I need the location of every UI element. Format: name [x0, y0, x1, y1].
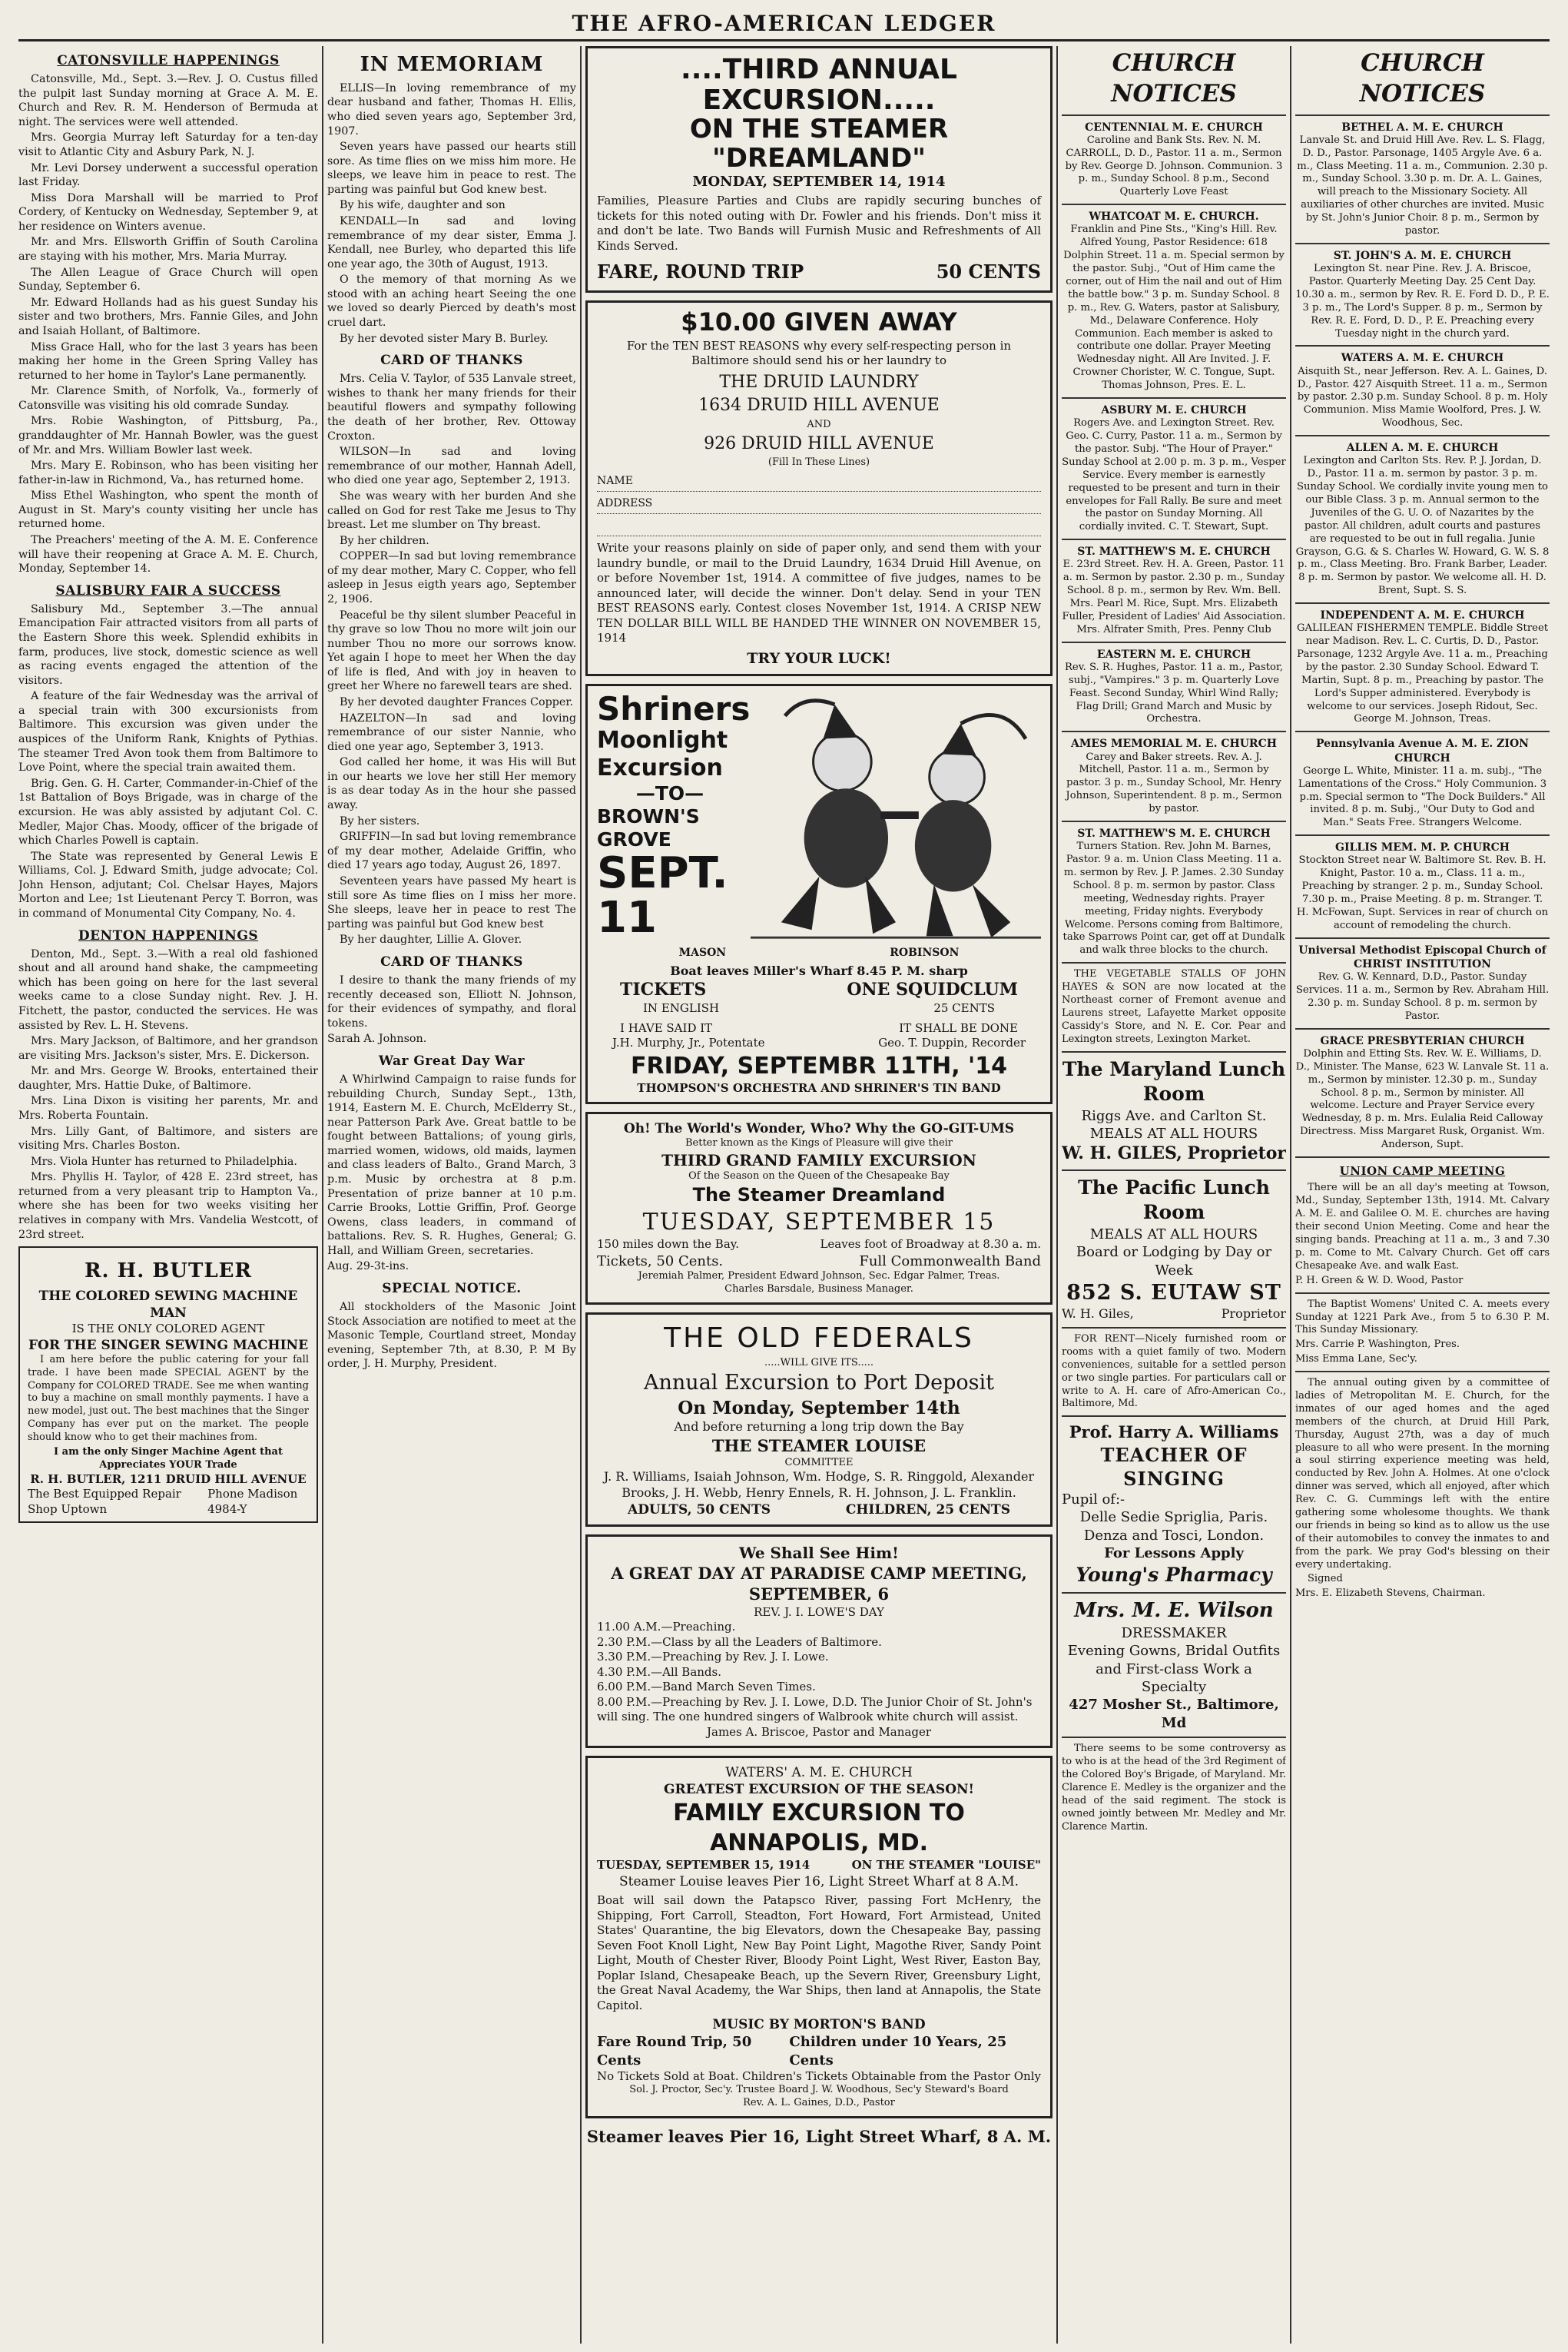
shriners-english: IN ENGLISH	[643, 1001, 720, 1016]
church-details: Turners Station. Rev. John M. Barnes, Pastor. 9 a. m. Union Class Meeting. 11 a. m. sermon by Rev. J. P. James. 2.30 Sunday School. 8 p. m. sermon by pastor. Class meeting, Wednesday rights. Prayer meeting, Friday nights. Everybody Welcome. Persons coming from Baltimore, take Sparrows Point car, get off at Dundalk and walk three blocks to the church.	[1062, 841, 1285, 957]
church-notice	[1062, 545, 1286, 637]
federals-names: J. R. Williams, Isaiah Johnson, Wm. Hodge, S. R. Ringgold, Alexander Brooks, J. H. Webb, Henry Ennels, R. H. Johnson, J. L. Franklin.	[603, 1469, 1035, 1501]
column-4	[1062, 46, 1286, 1835]
paragraph: By her devoted sister Mary B. Burley.	[340, 332, 549, 345]
shriners-squidclum: ONE SQUIDCLUM	[847, 980, 1018, 1000]
federals-children: CHILDREN, 25 CENTS	[845, 1502, 1010, 1518]
dreamland-ad	[585, 46, 1053, 293]
shriners-bands: THOMPSON'S ORCHESTRA AND SHRINER'S TIN BAND	[637, 1080, 1001, 1095]
shriners-grove: BROWN'S GROVE	[597, 804, 700, 851]
wilson-name: Mrs. M. E. Wilson	[1074, 1599, 1274, 1623]
lunch-2-title: The Pacific Lunch Room	[1078, 1176, 1270, 1224]
schedule-item: 6.00 P.M.—Band March Seven Times.	[597, 1680, 816, 1694]
church-notice	[1062, 210, 1286, 393]
church-name: Pennsylvania Avenue A. M. E. ZION CHURCH	[1316, 738, 1529, 765]
wilson-l1: Evening Gowns, Bridal Outfits	[1067, 1643, 1281, 1660]
lunch-2-role: Proprietor	[1221, 1306, 1286, 1322]
war-heading: War Great Day War	[378, 1053, 525, 1069]
thanks-1-heading: CARD OF THANKS	[380, 353, 523, 369]
dreamland-subtitle: ON THE STEAMER "DREAMLAND"	[689, 114, 949, 174]
paradise-l1: We Shall See Him!	[739, 1544, 899, 1563]
catonsville-heading: CATONSVILLE HAPPENINGS	[57, 53, 280, 68]
church-notice	[1295, 121, 1550, 238]
shriners-done: IT SHALL BE DONE	[899, 1020, 1018, 1035]
lunch-1-meals: MEALS AT ALL HOURS	[1089, 1125, 1258, 1142]
church-name: GRACE PRESBYTERIAN CHURCH	[1320, 1034, 1525, 1047]
paragraph: WILSON—In sad and loving remembrance of our mother, Hannah Adell, who died one year ago, September 2, 1913.	[327, 446, 576, 487]
paragraph: Mrs. Viola Hunter has returned to Philadelphia.	[31, 1155, 297, 1168]
church-name: WATERS A. M. E. CHURCH	[1341, 352, 1504, 365]
paragraph: Denton, Md., Sept. 3.—With a real old fashioned shout and all around hand shake, the campmeeting which has been going on here for the last several weeks came to a close Sunday night. Rev. J. H. Fitchett, the pastor, conducted the services. He was assisted by Rev. L. H. Stevens.	[18, 947, 318, 1032]
schedule-item: 8.00 P.M.—Preaching by Rev. J. I. Lowe, D.D. The Junior Choir of St. John's will sing. The one hundred singers of Walbrook white church will assist.	[597, 1694, 1033, 1724]
paradise-l3: REV. J. I. LOWE'S DAY	[754, 1604, 884, 1619]
shriners-said: I HAVE SAID IT	[620, 1020, 713, 1035]
church-name: GILLIS MEM. M. P. CHURCH	[1335, 841, 1510, 854]
annapolis-signature: Sol. J. Proctor, Sec'y. Trustee Board J. W. Woodhous, Sec'y Steward's Board	[629, 2084, 1009, 2096]
church-notices-heading-2: CHURCH NOTICES	[1295, 46, 1550, 116]
shriners-friday: FRIDAY, SEPTEMBR 11TH, '14	[630, 1052, 1007, 1080]
salisbury-heading: SALISBURY FAIR A SUCCESS	[55, 582, 281, 599]
shriners-potentate: J.H. Murphy, Jr., Potentate	[612, 1036, 765, 1050]
thanks-2-signature: Sarah A. Johnson.	[327, 1033, 427, 1046]
laundry-address-2: 926 DRUID HILL AVENUE	[704, 433, 934, 453]
paradise-signature: James A. Briscoe, Pastor and Manager	[706, 1724, 931, 1739]
lunch-2-meals: MEALS AT ALL HOURS	[1089, 1226, 1258, 1242]
laundry-body: Write your reasons plainly on side of paper only, and send them with your laundry bundle, or mail to the Druid Laundry, 1634 Druid Hill Avenue, on or before November 1st, 1914. A committee of five judges, names to be announced later, will decide the winner. Don't delay. Send in your TEN BEST REASONS early. Contest closes November 1st, 1914. A CRISP NEW TEN DOLLAR BILL WILL BE HANDED THE WINNER ON NOVEMBER 15, 1914	[597, 541, 1041, 645]
annapolis-obtainable: Children's Tickets Obtainable from the Pastor Only	[742, 2068, 1041, 2083]
lunch-1-title: The Maryland Lunch Room	[1062, 1057, 1286, 1106]
shriners-robinson: ROBINSON	[890, 947, 960, 960]
paragraph: Mr. and Mrs. Ellsworth Griffin of South Carolina are staying with his mother, Mrs. Maria Murray.	[18, 236, 318, 264]
paragraph: By his wife, daughter and son	[340, 199, 506, 212]
gogit-l3: THIRD GRAND FAMILY EXCURSION	[661, 1151, 976, 1170]
federals-annual: Annual Excursion to Port Deposit	[644, 1371, 994, 1395]
church-name: INDEPENDENT A. M. E. CHURCH	[1320, 609, 1525, 622]
church-notice	[1295, 841, 1550, 933]
annapolis-leaves: Steamer Louise leaves Pier 16, Light Street Wharf at 8 A.M.	[618, 1873, 1019, 1889]
paragraph: GRIFFIN—In sad but loving remembrance of my dear mother, Adelaide Griffin, who died 17 years ago today, August 26, 1897.	[327, 831, 576, 872]
union-camp: There will be an all day's meeting at Towson, Md., Sunday, September 13th, 1914. Mt. Calvary A. M. E. and Galilee O. M. E. churches are having their second Union Meeting. Come and hear the singing bands. Preaching at 11 a. m., 3 and 7.30 p. m. Come to Mt. Calvary Church. Get off cars Chesapeake Ave. and walk East.	[1295, 1182, 1550, 1272]
annual-outing: The annual outing given by a committee of ladies of Metropolitan M. E. Church, for the inmates of our aged homes and the aged members of the church, at Druid Hill Park, Thursday, August 27th, was a day of much pleasure to all who were present. In the morning a soul stirring experience meeting was held, conducted by Rev. John A. Holmes. At one o'clock dinner was served, which all enjoyed, after which Rev. C. G. Cummings left with the entire gathering some wholesome thoughts. We thank our friends in being so kind as to allow us the use of their automobiles to convey the inmates to and from the park. We pray God's blessing on their every undertaking.	[1295, 1377, 1550, 1571]
laundry-name-line[interactable]: NAME	[597, 474, 1041, 492]
church-name: ASBURY M. E. CHURCH	[1101, 404, 1247, 416]
annapolis-date: TUESDAY, SEPTEMBER 15, 1914	[597, 1858, 811, 1873]
church-details: GALILEAN FISHERMEN TEMPLE. Biddle Street near Madison. Rev. L. C. Curtis, D. D., Pastor. Parsonage, 1232 Argyle Ave. 11 a. m., Preaching by the pastor. 2.30 Sunday School. Edward T. Martin, Supt. 8 p. m., Preaching by pastor. The Lord's Supper administered. Everybody is welcome to our services. Joseph Ridout, Sec. George M. Johnson, Treas.	[1296, 622, 1549, 725]
columns	[18, 46, 1550, 2344]
church-notice	[1062, 403, 1286, 534]
paragraph: Catonsville, Md., Sept. 3.—Rev. J. O. Custus filled the pulpit last Sunday morning at Grace A. M. E. Church and Rev. R. M. Henderson of Bermuda at night. The services were well attended.	[18, 73, 318, 128]
gogit-officers: Jeremiah Palmer, President Edward Johnson, Sec. Edgar Palmer, Treas.	[638, 1270, 1000, 1282]
column-5	[1295, 46, 1550, 1602]
church-notice	[1295, 249, 1550, 341]
shriners-ad	[585, 684, 1053, 1104]
williams-p2: Denza and Tosci, London.	[1083, 1527, 1265, 1544]
shriners-excursion: Excursion	[597, 754, 723, 781]
lunch-2-name: W. H. Giles,	[1062, 1306, 1134, 1322]
butler-name: R. H. BUTLER	[84, 1259, 253, 1283]
paragraph: Mrs. Mary E. Robinson, who has been visiting her father-in-law in Richmond, Va., has returned home.	[18, 459, 318, 486]
paragraph: Mr. Edward Hollands had as his guest Sunday his sister and two brothers, Mrs. Fannie Giles, and John and Isaiah Hollant, of Baltimore.	[18, 296, 318, 337]
wilson-address: 427 Mosher St., Baltimore, Md	[1069, 1697, 1279, 1731]
paragraph: Mr. Levi Dorsey underwent a successful operation last Friday.	[18, 161, 318, 189]
federals-adults: ADULTS, 50 CENTS	[628, 1502, 771, 1518]
church-details: Lexington and Carlton Sts. Rev. P. J. Jordan, D. D., Pastor. 11 a. m. sermon by pastor. 3 p. m. Sunday School. We cordially invite young men to our Bible Class. 3 p. m. Annual sermon to the Juveniles of the G. U. O. of Nazarites by the pastor. All children, adult courts and pastures are requested to be out in full regalia. Junie Grayson, G.G. & S. Charles W. Howard, G. W. S. 8 p. m., Class Meeting. Bro. Frank Barber, Leader. 8 p. m. Sermon by pastor. We welcome all. H. D. Brent, Supt. S. S.	[1295, 455, 1550, 597]
church-name: WHATCOAT M. E. CHURCH.	[1089, 211, 1259, 224]
williams-apply: For Lessons Apply	[1104, 1545, 1244, 1562]
baptist-president: Mrs. Carrie P. Washington, Pres.	[1295, 1339, 1460, 1351]
gogit-miles: 150 miles down the Bay.	[597, 1237, 740, 1252]
laundry-luck: TRY YOUR LUCK!	[747, 649, 891, 667]
dressmaker-ad	[1062, 1598, 1286, 1732]
special-notice: All stockholders of the Masonic Joint Stock Association are notified to meet at the Masonic Temple, Courtland street, Monday evening, September 7th, at 8.30, P. M By order, J. H. Murphy, President.	[327, 1301, 576, 1371]
church-notice	[1062, 827, 1286, 957]
butler-ad	[18, 1246, 318, 1523]
singing-teacher-ad	[1062, 1421, 1286, 1587]
paragraph: Mrs. Robie Washington, of Pittsburg, Pa., granddaughter of Mr. Hannah Bowler, was the guest of Mr. and Mrs. William Bowler last week.	[18, 415, 318, 456]
paradise-camp-ad	[585, 1534, 1053, 1748]
war-date: Aug. 29-3t-ins.	[327, 1260, 409, 1273]
federals-date: On Monday, September 14th	[678, 1397, 960, 1418]
gogit-band: Full Commonwealth Band	[859, 1252, 1041, 1269]
dreamland-date: MONDAY, SEPTEMBER 14, 1914	[692, 173, 946, 190]
shriners-illustration	[751, 692, 1041, 946]
war-notice: A Whirlwind Campaign to raise funds for rebuilding Church, Sunday Sept., 13th, 1914, Eastern M. E. Church, McElderry St., near Patterson Park Ave. Great battle to be fought between Battalions; of young girls, married women, widows, old maids, laymen and class leaders of Balto., Grand March, 3 p.m. Music by orchestra at 8 p.m. Presentation of prize banner at 10 p.m. Carrie Brooks, Lottie Griffin, Prof. George Owens, class leaders, in command of battalions. Rev. S. R. Hughes, General; G. Hall, and William Green, secretaries.	[327, 1073, 576, 1257]
laundry-and: AND	[807, 418, 831, 430]
baptist-notice: The Baptist Womens' United C. A. meets every Sunday at 1221 Park Ave., from 5 to 6.30 P. M. This Sunday Missionary.	[1295, 1298, 1550, 1336]
paragraph: Mrs. Lina Dixon is visiting her parents, Mr. and Mrs. Roberta Fountain.	[18, 1095, 318, 1123]
annapolis-music: MUSIC BY MORTON'S BAND	[712, 2017, 926, 2033]
church-list-2	[1295, 121, 1550, 1158]
church-notice	[1062, 121, 1286, 200]
williams-name: Prof. Harry A. Williams	[1069, 1422, 1279, 1442]
williams-p1: Delle Sedie Spriglia, Paris.	[1079, 1509, 1268, 1526]
paragraph: HAZELTON—In sad and loving remembrance of our sister Nannie, who died one year ago, September 3, 1913.	[327, 712, 576, 753]
paragraph: Mr. and Mrs. George W. Brooks, entertained their daughter, Mrs. Hattie Duke, of Baltimore.	[18, 1065, 318, 1092]
paragraph: Miss Ethel Washington, who spent the month of August in St. Mary's county visiting her uncle has returned home.	[18, 489, 318, 531]
thanks-1: Mrs. Celia V. Taylor, of 535 Lanvale street, wishes to thank her many friends for their beautiful flowers and sympathy following the death of her brother, Rev. Ottoway Croxton.	[327, 373, 576, 443]
paragraph: KENDALL—In sad and loving remembrance of my dear sister, Emma J. Kendall, nee Burley, who departed this life one year ago, the 30th of August, 1913.	[327, 215, 576, 270]
church-details: Rev. S. R. Hughes, Pastor. 11 a. m., Pastor, subj., "Vampires." 3 p. m. Quarterly Love Feast. Second Sunday, Whirl Wind Rally; Flag Drill; Grand March and Music by Orchestra.	[1064, 661, 1284, 725]
laundry-address-line[interactable]: ADDRESS	[597, 496, 1041, 514]
lunch-1-role: Proprietor	[1187, 1143, 1286, 1164]
lunch-2-address: 852 S. EUTAW ST	[1066, 1281, 1281, 1305]
williams-pharmacy: Young's Pharmacy	[1076, 1563, 1272, 1586]
church-name: Universal Methodist Episcopal Church of CHRIST INSTITUTION	[1298, 944, 1546, 970]
gogit-l2: Better known as the Kings of Pleasure will give their	[685, 1137, 953, 1149]
salisbury-article	[18, 602, 318, 921]
shriners-cents: 25 CENTS	[933, 1001, 995, 1016]
church-details: Rogers Ave. and Lexington Street. Rev. Geo. C. Curry, Pastor. 11 a. m., Sermon by the pastor. Subj. "The Hour of Prayer." Sunday School at 2.00 p. m. 3 p. m., Vesper Service. Every member is earnestly requested to be present and turn in their envelopes for Fall Rally. Be sure and meet the pastor on Sunday Morning. All cordially invited. C. T. Stewart, Supt.	[1062, 417, 1286, 533]
church-details: E. 23rd Street. Rev. H. A. Green, Pastor. 11 a. m. Sermon by pastor. 2.30 p. m., Sunday School. 8 p. m., sermon by Rev. Wm. Bell. Mrs. Pearl M. Rice, Supt. Mrs. Elizabeth Fuller, President of Ladies' Aid Association. Mrs. Alfrater Smith, Pres. Penny Club	[1062, 559, 1286, 635]
church-details: Stockton Street near W. Baltimore St. Rev. B. H. Knight, Pastor. 10 a. m., Class. 11 a. m., Preaching by stranger. 2 p. m., Sunday School. 7.30 p. m., Praise Meeting. 8 p. m. Stranger. T. H. McFowan, Supt. Services in rear of church on account of remodeling the church.	[1296, 854, 1549, 931]
gogit-manager: Charles Barsdale, Business Manager.	[724, 1282, 913, 1295]
shriners-title: Shriners	[597, 690, 751, 728]
shriners-moonlight: Moonlight	[597, 726, 728, 754]
paragraph: The State was represented by General Lewis E Williams, Col. J. Edward Smith, judge advocate; Col. John Henson, adjutant; Col. Chelsar Hayes, Majors Morton and Lee; 1st Lieutenant Percy T. Borron, was in command of Monumental City Company, No. 4.	[18, 850, 318, 920]
column-3	[585, 46, 1053, 2147]
paragraph: She was weary with her burden And she called on God for rest Take me Jesus to Thy breast. Let me slumber on Thy breast.	[327, 489, 576, 532]
lunch-1-address: Riggs Ave. and Carlton St.	[1081, 1107, 1267, 1124]
lunch-2-board: Board or Lodging by Day or Week	[1076, 1244, 1272, 1279]
church-details: Lanvale St. and Druid Hill Ave. Rev. L. S. Flagg, D. D., Pastor. Parsonage, 1405 Argyle Ave. 6 a. m., Class Meeting. 11 a. m., Communion. 2.30 p. m., Sunday School. 3.30 p. m. Dr. A. L. Gaines, will preach to the Missionary Society. All auxiliaries of other churches are invited. Music by St. John's Junior Choir. 8 p. m., Sermon by pastor.	[1297, 134, 1548, 237]
thanks-2: I desire to thank the many friends of my recently deceased son, Elliott N. Johnson, for their evidences of sympathy, and floral tokens.	[327, 974, 576, 1030]
paragraph: O the memory of that morning As we stood with an aching heart Seeing the one we loved so dearly Pierced by death's most cruel dart.	[327, 274, 576, 330]
shriners-recorder: Geo. T. Duppin, Recorder	[878, 1036, 1026, 1050]
paradise-l2: A GREAT DAY AT PARADISE CAMP MEETING, SEPTEMBER, 6	[611, 1564, 1027, 1604]
paragraph: Miss Grace Hall, who for the last 3 years has been making her home in the Green Spring Valley has returned to her home in Taylor's Lane permanently.	[18, 340, 318, 382]
church-notice	[1295, 1034, 1550, 1152]
paragraph: Miss Dora Marshall will be married to Prof Cordery, of Kentucky on Wednesday, September 9, at her residence on Winters avenue.	[18, 191, 318, 233]
church-notice	[1295, 737, 1550, 830]
paragraph: COPPER—In sad but loving remembrance of my dear mother, Mary C. Copper, who fell asleep in Jesus eigth years ago, September 2, 1906.	[327, 550, 576, 605]
paragraph: Brig. Gen. G. H. Carter, Commander-in-Chief of the 1st Battalion of Boys Brigade, was in charge of the excursion. He was ably assisted by adjutant Col. C. Medler, Major Chas. Moody, officer of the brigade of which Charles Powell is captain.	[18, 777, 318, 848]
paragraph: Seventeen years have passed My heart is still sore As time flies on I miss her more. She sleeps, leave her in peace to rest The parting was painful but God knew best	[327, 874, 576, 931]
butler-body: I am here before the public catering for your fall trade. I have been made SPECIAL AGENT by the Company for COLORED TRADE. See me when wanting to buy a machine on small monthly payments. I have a new model, just out. The best machines that the Singer Company has ever put on the market. The people should know who to get their machines from.	[28, 1353, 309, 1444]
federals-before: And before returning a long trip down the Bay	[674, 1419, 964, 1435]
butler-line-3: FOR THE SINGER SEWING MACHINE	[28, 1337, 309, 1353]
schedule-item: 4.30 P.M.—All Bands.	[597, 1664, 722, 1679]
wilson-l2: and First-class Work a Specialty	[1096, 1660, 1252, 1696]
annapolis-footer: Steamer leaves Pier 16, Light Street Wharf, 8 A. M.	[586, 2127, 1052, 2147]
vegetable-stalls: THE VEGETABLE STALLS OF JOHN HAYES & SON are now located at the Northeast corner of Fremont avenue and Laurens street, Lafayette Market opposite Cassidy's Store, and N. E. Cor. Pear and Lexington streets, Lexington Market.	[1062, 968, 1286, 1045]
paragraph: By her daughter, Lillie A. Glover.	[340, 934, 522, 947]
williams-pupil: Pupil of:-	[1062, 1491, 1125, 1508]
church-name: AMES MEMORIAL M. E. CHURCH	[1071, 738, 1277, 751]
gogitums-ad	[585, 1112, 1053, 1305]
dreamland-fare: FARE, ROUND TRIP	[597, 260, 804, 284]
church-notices-heading-1: CHURCH NOTICES	[1062, 46, 1286, 116]
paragraph: The Preachers' meeting of the A. M. E. Conference will have their reopening at Grace A. M. E. Church, Monday, September 14.	[18, 534, 318, 576]
church-details: Rev. G. W. Kennard, D.D., Pastor. Sunday Services. 11 a. m., Sermon by Rev. Abraham Hill. 2.30 p. m. Sunday School. 8 p. m. sermon by Pastor.	[1295, 971, 1550, 1022]
annapolis-pastor: Rev. A. L. Gaines, D.D., Pastor	[743, 2097, 895, 2109]
paragraph: Peaceful be thy silent slumber Peaceful in thy grave so low Thou no more wilt join our number Thou no more our sorrows know. Yet again I hope to meet her When the day of life is fled, And with joy in heaven to greet her Where no farewell tears are shed.	[327, 609, 576, 693]
church-details: Caroline and Bank Sts. Rev. N. M. CARROLL, D. D., Pastor. 11 a. m., Sermon by Rev. George D. Johnson. Communion. 3 p. m., Sunday School. 8 p.m., Second Quarterly Love Feast	[1065, 134, 1283, 198]
federals-steamer: THE STEAMER LOUISE	[711, 1436, 927, 1456]
butler-line-4: I am the only Singer Machine Agent that Appreciates YOUR Trade	[54, 1446, 283, 1471]
thanks-2-heading: CARD OF THANKS	[380, 954, 523, 970]
catonsville-article	[18, 72, 318, 576]
denton-heading: DENTON HAPPENINGS	[78, 927, 259, 944]
gogit-steamer: The Steamer Dreamland	[692, 1183, 946, 1206]
butler-line-2: IS THE ONLY COLORED AGENT	[71, 1322, 265, 1336]
butler-shop: The Best Equipped Repair Shop Uptown	[28, 1487, 181, 1516]
paragraph: God called her home, it was His will But in our hearts we love her still Her memory is as dear today As in the hour she passed away.	[327, 756, 576, 812]
annapolis-ad	[585, 1756, 1053, 2118]
annapolis-fare: Fare Round Trip, 50 Cents	[597, 2034, 752, 2068]
paradise-schedule	[597, 1620, 1041, 1725]
church-details: Carey and Baker streets. Rev. A. J. Mitchell, Pastor. 11 a. m., Sermon by pastor. 3 p. m., Sunday School, Mr. Henry Johnson, Superintendent. 8 p. m., Sermon by pastor.	[1066, 751, 1282, 815]
church-notice	[1062, 737, 1286, 816]
paragraph: By her devoted daughter Frances Copper.	[340, 696, 574, 709]
annapolis-l1: WATERS' A. M. E. CHURCH	[725, 1765, 913, 1781]
church-list-1	[1062, 121, 1286, 964]
church-notice	[1295, 944, 1550, 1023]
church-notice	[1295, 351, 1550, 430]
paragraph: ELLIS—In loving remembrance of my dear husband and father, Thomas H. Ellis, who died seven years ago, September 3rd, 1907.	[327, 81, 576, 138]
paragraph: Mrs. Lilly Gant, of Baltimore, and sisters are visiting Mrs. Charles Boston.	[18, 1125, 318, 1153]
old-federals-ad	[585, 1312, 1053, 1527]
dancing-shriners-icon	[751, 692, 1041, 946]
laundry-ad	[585, 300, 1053, 677]
column-1	[18, 46, 318, 1523]
williams-title: TEACHER OF SINGING	[1100, 1443, 1248, 1490]
schedule-item: 11.00 A.M.—Preaching.	[597, 1620, 736, 1634]
dreamland-body: Families, Pleasure Parties and Clubs are rapidly securing bunches of tickets for this noted outing with Dr. Fowler and his friends. Don't miss it and don't be late. Two Bands will Furnish Music and Refreshments of All Kinds Served.	[597, 194, 1041, 253]
paragraph: Mr. Clarence Smith, of Norfolk, Va., formerly of Catonsville was visiting his old comrade Sunday.	[18, 385, 318, 412]
church-details: Dolphin and Etting Sts. Rev. W. E. Williams, D. D., Minister. The Manse, 623 W. Lanvale St. 11 a. m., Sermon by minister. 12.30 p. m., Sunday School. 8 p. m., Sermon by minister. All welcome. Lecture and Prayer Service every Wednesday, 8 p. m. Mrs. Eulalia Reid Calloway Directress. Miss Margaret Rusk, Organist. Wm. Anderson, Supt.	[1295, 1047, 1550, 1151]
memoriam-heading: IN MEMORIAM	[360, 53, 544, 76]
church-name: CENTENNIAL M. E. CHURCH	[1085, 121, 1263, 134]
laundry-name: THE DRUID LAUNDRY	[719, 372, 919, 392]
masthead: THE AFRO-AMERICAN LEDGER	[18, 11, 1550, 41]
union-camp-signature: P. H. Green & W. D. Wood, Pastor	[1295, 1274, 1464, 1286]
pacific-lunch-ad	[1062, 1176, 1286, 1322]
column-2	[327, 46, 576, 1373]
church-details: George L. White, Minister. 11 a. m. subj., "The Lamentations of the Cross." Holy Communion. 3 p.m. Special sermon to "The Dock Builders." All invited. 8 p. m. Subj., "Our Duty to God and Man." Seats Free. Strangers Welcome.	[1298, 765, 1547, 829]
paragraph: A feature of the fair Wednesday was the arrival of a special train with 300 excursionists from Baltimore. This excursion was given under the auspices of the Uniform Rank, Knights of Pythias. The steamer Tred Avon took them from Baltimore to Love Point, where the special train awaited them.	[18, 690, 318, 775]
schedule-item: 3.30 P.M.—Preaching by Rev. J. I. Lowe.	[597, 1650, 829, 1664]
outing-signer: Mrs. E. Elizabeth Stevens, Chairman.	[1295, 1587, 1486, 1600]
church-notice	[1295, 441, 1550, 598]
paragraph: By her sisters.	[340, 814, 420, 828]
federals-title: THE OLD FEDERALS	[664, 1322, 974, 1354]
shriners-date: SEPT. 11	[597, 848, 728, 944]
maryland-lunch-ad	[1062, 1057, 1286, 1165]
gogit-tickets: Tickets, 50 Cents.	[597, 1252, 724, 1269]
shriners-to: —TO—	[635, 781, 704, 804]
shriners-mason: MASON	[678, 947, 727, 960]
church-name: ALLEN A. M. E. CHURCH	[1346, 442, 1499, 455]
church-notice	[1295, 609, 1550, 726]
paragraph: Seven years have passed our hearts still sore. As time flies on we miss him more. He sleeps, we leave him in peace to rest. The parting was painful but God knew best.	[327, 141, 576, 196]
annapolis-no-tickets: No Tickets Sold at Boat.	[597, 2068, 739, 2083]
paragraph: By her children.	[340, 534, 429, 547]
paragraph: Mrs. Georgia Murray left Saturday for a ten-day visit to Atlantic City and Asbury Park, N. J.	[18, 131, 318, 158]
memoriam-list	[327, 81, 576, 346]
church-name: ST. MATTHEW'S M. E. CHURCH	[1077, 546, 1271, 559]
federals-will: .....WILL GIVE ITS.....	[764, 1356, 874, 1368]
for-rent: FOR RENT—Nicely furnished room or rooms with a quiet family of two. Modern conveniences, suitable for a settled person or two single parties. For particulars call or write to A. H. care of Afro-American Co., Baltimore, Md.	[1062, 1333, 1286, 1410]
laundry-intro: For the TEN BEST REASONS why every self-respecting person in Baltimore should send his or her laundry to	[626, 338, 1012, 368]
paragraph: Salisbury Md., September 3.—The annual Emancipation Fair attracted visitors from all parts of the Eastern Shore this week. Splendid exhibits in farm, produces, live stock, domestic science as well as racing events engaged the attention of the visitors.	[18, 602, 318, 687]
shriners-boat: Boat leaves Miller's Wharf 8.45 P. M. sharp	[670, 963, 968, 978]
paragraph: Mrs. Phyllis H. Taylor, of 428 E. 23rd street, has returned from a very pleasant trip to Hampton Va., where she has been for two weeks visiting her relatives in company with Mrs. Vandelia Westcott, of 23rd street.	[18, 1171, 318, 1241]
special-notice-heading: SPECIAL NOTICE.	[382, 1281, 522, 1297]
denton-article	[18, 947, 318, 1242]
church-details: Lexington St. near Pine. Rev. J. A. Briscoe, Pastor. Quarterly Meeting Day. 25 Cent Day. 10.30 a. m., sermon by Rev. R. E. Ford D. D., P. E. 3 p. m., The Lord's Supper. 8 p. m., Sermon by Rev. R. E. Ford, D. D., P. E. Preaching every Tuesday night in the church yard.	[1295, 263, 1550, 340]
baptist-secretary: Miss Emma Lane, Sec'y.	[1295, 1353, 1417, 1365]
memoriam-list-2	[327, 445, 576, 947]
gogit-l4: Of the Season on the Queen of the Chesapeake Bay	[688, 1170, 950, 1183]
butler-phone: Phone Madison 4984-Y	[207, 1487, 298, 1516]
church-notice	[1062, 648, 1286, 727]
annapolis-title: FAMILY EXCURSION TO ANNAPOLIS, MD.	[673, 1800, 965, 1857]
dreamland-price: 50 CENTS	[936, 260, 1041, 284]
annapolis-children: Children under 10 Years, 25 Cents	[789, 2034, 1007, 2068]
lunch-1-name: W. H. GILES,	[1062, 1143, 1182, 1164]
gogit-l1: Oh! The World's Wonder, Who? Why the GO-GIT-UMS	[623, 1121, 1015, 1137]
church-name: EASTERN M. E. CHURCH	[1096, 648, 1251, 661]
church-details: Aisquith St., near Jefferson. Rev. A. L. Gaines, D. D., Pastor. 427 Aisquith Street. 11 a. m., Sermon by pastor. 2.30 p.m. Sunday School. 8 p. m. Holy Communion. Miss Mamie Woolford, Pres. J. W. Woodhous, Sec.	[1297, 365, 1548, 430]
schedule-item: 2.30 P.M.—Class by all the Leaders of Baltimore.	[597, 1634, 882, 1649]
laundry-title: $10.00 GIVEN AWAY	[681, 307, 957, 337]
laundry-address-1: 1634 DRUID HILL AVENUE	[698, 396, 940, 416]
church-name: ST. JOHN'S A. M. E. CHURCH	[1333, 249, 1512, 262]
wilson-title: DRESSMAKER	[1121, 1624, 1227, 1641]
outing-signed: Signed	[1308, 1573, 1343, 1585]
gogit-leaves: Leaves foot of Broadway at 8.30 a. m.	[820, 1237, 1041, 1252]
shriners-tickets: TICKETS	[620, 980, 707, 1000]
church-details: Franklin and Pine Sts., "King's Hill. Rev. Alfred Young, Pastor Residence: 618 Dolphin Street. 11 a. m. Special sermon by the pastor. Subj., "Out of Him came the corner, out of Him the nail and out of Him the battle bow." 3 p. m. Sunday School. 8 p. m., Rev. G. Waters, pastor at Salisbury, Md., Delaware Conference. Holy Communion. Each member is asked to contribute one dollar. Prayer Meeting Wednesday night. All Are Invited. J. F. Crowner Chorister, W. C. Tongue, Supt. Thomas Johnson, Pres. E. L.	[1063, 224, 1285, 392]
boys-brigade-notice: There seems to be some controversy as to who is at the head of the 3rd Regiment of the Colored Boy's Brigade, of Maryland. Mr. Clarence E. Medley is the organizer and the head of the said regiment. The stock is owned jointly between Mr. Medley and Mr. Clarence Martin.	[1062, 1743, 1286, 1833]
federals-committee: COMMITTEE	[784, 1456, 854, 1468]
laundry-fill: (Fill In These Lines)	[767, 456, 870, 469]
annapolis-steamer: ON THE STEAMER "LOUISE"	[851, 1858, 1041, 1873]
butler-line-1: THE COLORED SEWING MACHINE MAN	[38, 1289, 298, 1322]
butler-line-5: R. H. BUTLER, 1211 DRUID HILL AVENUE	[30, 1471, 307, 1486]
church-name: ST. MATTHEW'S M. E. CHURCH	[1077, 828, 1271, 841]
paragraph: Mrs. Mary Jackson, of Baltimore, and her grandson are visiting Mrs. Jackson's sister, Mrs. E. Dickerson.	[18, 1035, 318, 1062]
dreamland-title: ....THIRD ANNUAL EXCURSION.....	[681, 54, 957, 116]
union-camp-heading: UNION CAMP MEETING	[1339, 1163, 1506, 1178]
gogit-date: TUESDAY, SEPTEMBER 15	[642, 1209, 996, 1236]
annapolis-l2: GREATEST EXCURSION OF THE SEASON!	[663, 1782, 975, 1798]
church-name: BETHEL A. M. E. CHURCH	[1341, 121, 1503, 134]
paragraph: The Allen League of Grace Church will open Sunday, September 6.	[18, 266, 318, 294]
annapolis-body: Boat will sail down the Patapsco River, passing Fort McHenry, the Shipping, Fort Carroll, Steadton, Fort Howard, Fort Armistead, United States' Quarantine, the big Elevators, down the Chesapeake Bay, passing Seven Foot Knoll Light, New Bay Point Light, Magothe River, Sandy Point Light, Mouth of Chester River, Bloody Point Light, West River, Easton Bay, Poplar Island, Chesapeake Beach, up the Severn River, Greensbury Light, the Great Naval Academy, the War Ships, then land at Annapolis, the State Capitol.	[597, 1893, 1041, 2012]
